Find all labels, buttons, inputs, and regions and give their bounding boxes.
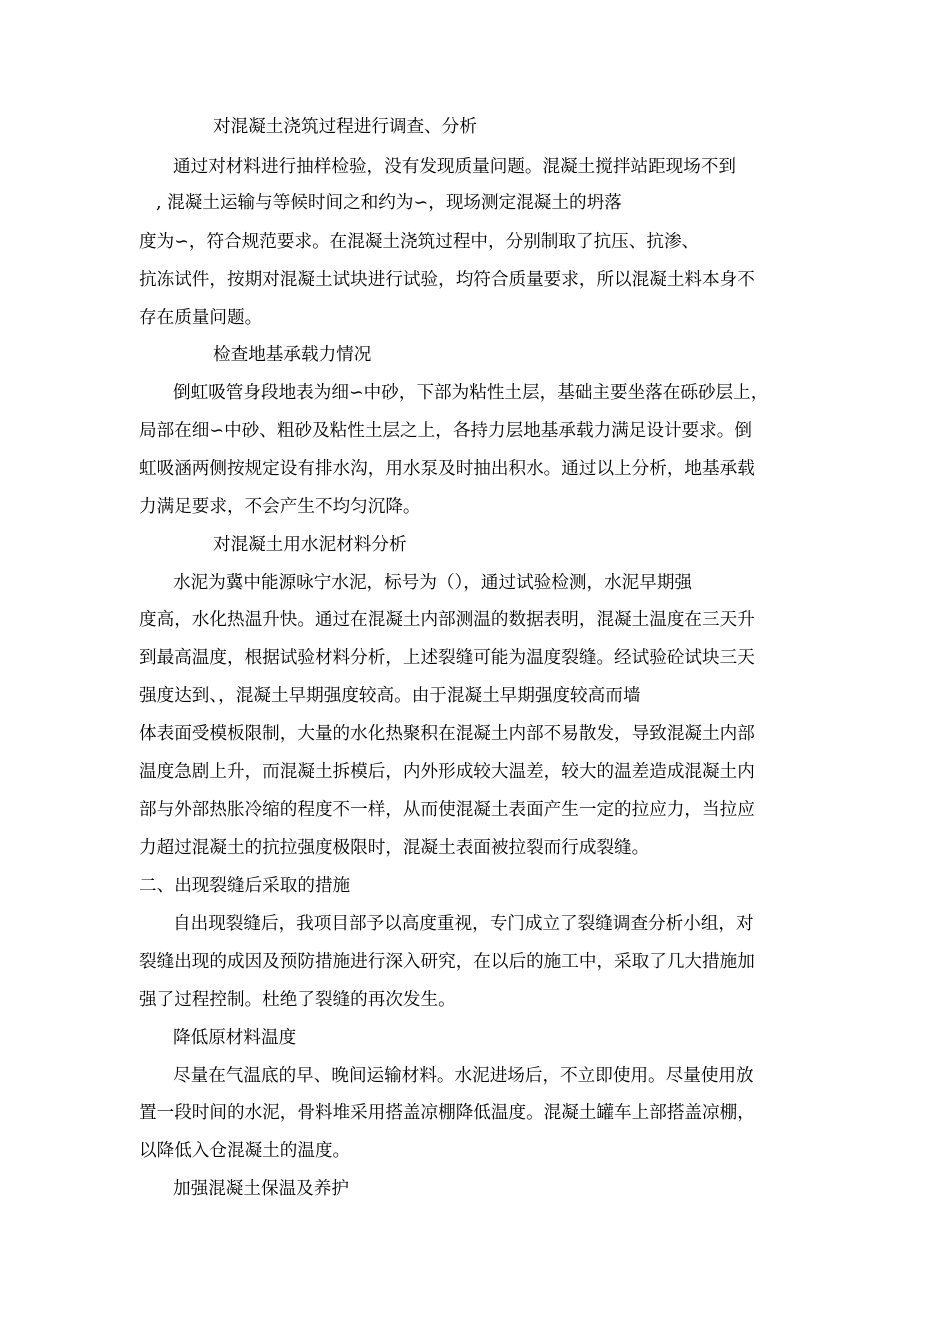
paragraph-line: 裂缝出现的成因及预防措施进行深入研究，在以后的施工中，采取了几大措施加 [139,952,755,972]
paragraph-line: 局部在细∽中砂、粗砂及粘性土层之上，各持力层地基承载力满足设计要求。倒 [139,421,752,441]
paragraph-line: 度为∽，符合规范要求。在混凝土浇筑过程中，分别制取了抗压、抗渗、 [139,232,700,252]
paragraph-line: 温度急剧上升，而混凝土拆模后，内外形成较大温差，较大的温差造成混凝土内 [139,762,755,782]
paragraph-line: 到最高温度，根据试验材料分析，上述裂缝可能为温度裂缝。经试验砼试块三天 [139,648,755,668]
paragraph-line: 自出现裂缝后，我项目部予以高度重视，专门成立了裂缝调查分析小组，对 [173,914,754,934]
paragraph-line: 以降低入仓混凝土的温度。 [139,1141,351,1161]
paragraph-line: 虹吸涵两侧按规定设有排水沟，用水泵及时抽出积水。通过以上分析，地基承载 [139,459,755,479]
paragraph-line: 倒虹吸管身段地表为细∽中砂，下部为粘性土层，基础主要坐落在砾砂层上， [173,383,769,403]
heading-lower-material-temperature: 降低原材料温度 [173,1028,297,1048]
paragraph-line: 强度达到、，混凝土早期强度较高。由于混凝土早期强度较高而墙 [139,686,641,706]
heading-pouring-investigation: 对混凝土浇筑过程进行调查、分析 [213,117,477,137]
paragraph-line: 体表面受模板限制，大量的水化热聚积在混凝土内部不易散发，导致混凝土内部 [139,724,755,744]
paragraph-line: 力满足要求，不会产生不均匀沉降。 [139,497,421,517]
paragraph-line: 度高，水化热温升快。通过在混凝土内部测温的数据表明，混凝土温度在三天升 [139,610,755,630]
paragraph-line: 置一段时间的水泥，骨料堆采用搭盖凉棚降低温度。混凝土罐车上部搭盖凉棚， [139,1103,755,1123]
paragraph-line: 水泥为冀中能源咏宁水泥，标号为（），通过试验检测，水泥早期强 [173,573,693,593]
paragraph-line: , 混凝土运输与等候时间之和约为∽，现场测定混凝土的坍落 [156,193,622,213]
paragraph-line: 存在质量问题。 [139,308,263,328]
heading-cement-analysis: 对混凝土用水泥材料分析 [213,535,407,555]
heading-foundation-check: 检查地基承载力情况 [213,345,372,365]
paragraph-line: 部与外部热胀冷缩的程度不一样，从而使混凝土表面产生一定的拉应力，当拉应 [139,800,755,820]
heading-section-two: 二、出现裂缝后采取的措施 [139,876,351,896]
paragraph-line: 通过对材料进行抽样检验，没有发现质量问题。混凝土搅拌站距现场不到 [173,157,737,177]
paragraph-line: 强了过程控制。杜绝了裂缝的再次发生。 [139,990,456,1010]
paragraph-line: 抗冻试件，按期对混凝土试块进行试验，均符合质量要求，所以混凝土料本身不 [139,270,755,290]
heading-insulation-curing: 加强混凝土保温及养护 [173,1179,349,1199]
paragraph-line: 力超过混凝土的抗拉强度极限时，混凝土表面被拉裂而行成裂缝。 [139,838,650,858]
paragraph-line: 尽量在气温底的早、晚间运输材料。水泥进场后，不立即使用。尽量使用放 [173,1066,754,1086]
